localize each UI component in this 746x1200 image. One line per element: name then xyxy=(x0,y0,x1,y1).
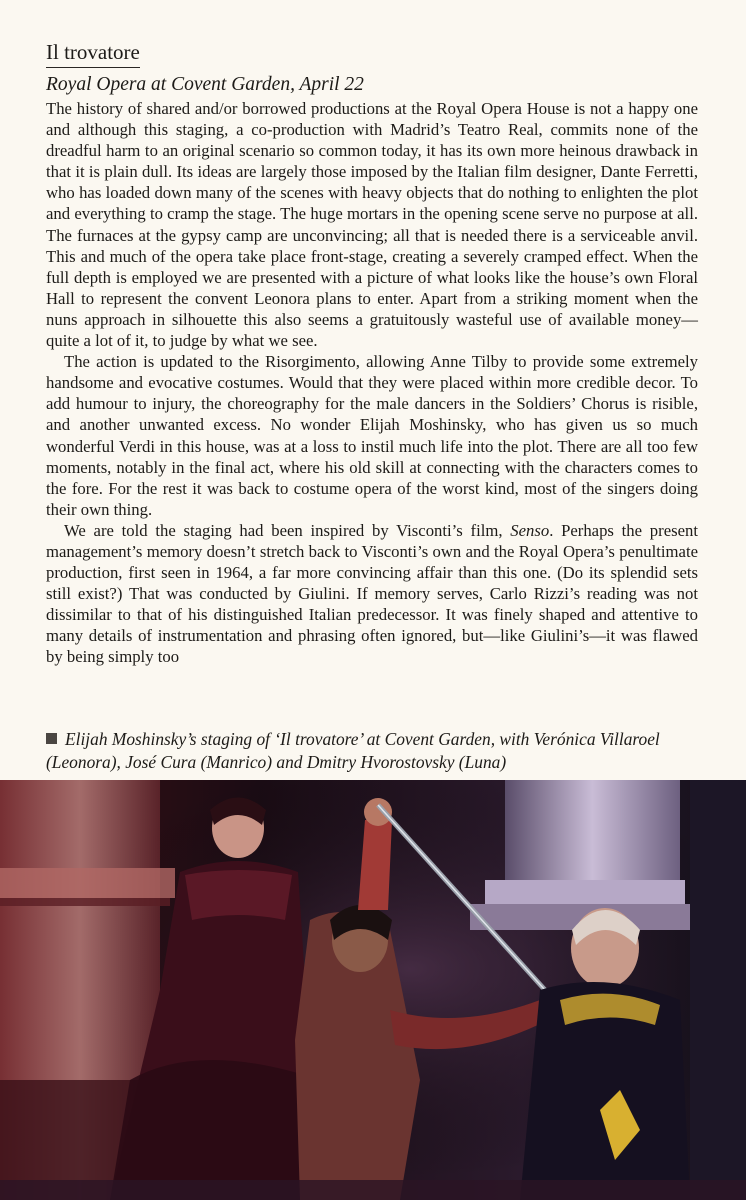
paragraph-3 xyxy=(46,520,698,668)
caption-bullet-icon xyxy=(46,733,57,744)
paragraph-3-text-a: We are told the staging had been inspired by Visconti’s film, xyxy=(64,520,511,540)
article-subtitle: Royal Opera at Covent Garden, April 22 xyxy=(46,74,364,95)
caption-text: Elijah Moshinsky’s staging of ‘Il trovatore’ at Covent Garden, with Verónica Villaroel (Leonora), José Cura (Manrico) and Dmitry Hvorostovsky (Luna) xyxy=(46,729,660,772)
paragraph-3-text-b: . Perhaps the present management’s memory doesn’t stretch back to Visconti’s own and the Royal Opera’s penultimate production, first seen in 1964, a far more convincing affair than this one. (Do its splendid sets still exist?) That was conducted by Giulini. If memory serves, Carlo Rizzi’s reading was not dissimilar to that of his distinguished Italian predecessor. It was finely shaped and attentive to many details of instrumentation and phrasing often ignored, but—like Giulini’s—it was flawed by being simply too xyxy=(46,520,698,667)
review-article xyxy=(46,38,698,668)
production-photo xyxy=(0,780,746,1200)
article-title: Il trovatore xyxy=(46,38,140,68)
paragraph-2: The action is updated to the Risorgimento, allowing Anne Tilby to provide some extremely handsome and evocative costumes. Would that they were placed within more credible decor. To add humour to injury, the choreography for the male dancers in the Soldiers’ Chorus is risible, and another unwanted excess. No wonder Elijah Moshinsky, who has given us so much wonderful Verdi in this house, was at a loss to instil much life into the plot. There are all too few moments, notably in the final act, where his old skill at connecting with the characters comes to the fore. For the rest it was back to costume opera of the worst kind, most of the singers doing their own thing. xyxy=(46,352,698,519)
paragraph-1: The history of shared and/or borrowed productions at the Royal Opera House is not a happy one and although this staging, a co-production with Madrid’s Teatro Real, commits none of the dreadful harm to an original scenario so common today, it has its own more heinous drawback in that it is plain dull. Its ideas are largely those imposed by the Italian film designer, Dante Ferretti, who has loaded down many of the scenes with heavy objects that do nothing to enlighten the plot and everything to cramp the stage. The huge mortars in the opening scene serve no purpose at all. The furnaces at the gypsy camp are unconvincing; all that is needed there is a serviceable anvil. This and much of the opera take place front-stage, creating a severely cramped effect. When the full depth is employed we are presented with a picture of what looks like the house’s own Floral Hall to represent the convent Leonora plans to enter. Apart from a striking moment when the nuns approach in silhouette this also seems a gratuitously wasteful use of available money—quite a lot of it, to judge by what we see. xyxy=(46,99,698,351)
photo-caption xyxy=(46,728,706,773)
film-title: Senso xyxy=(510,520,550,540)
